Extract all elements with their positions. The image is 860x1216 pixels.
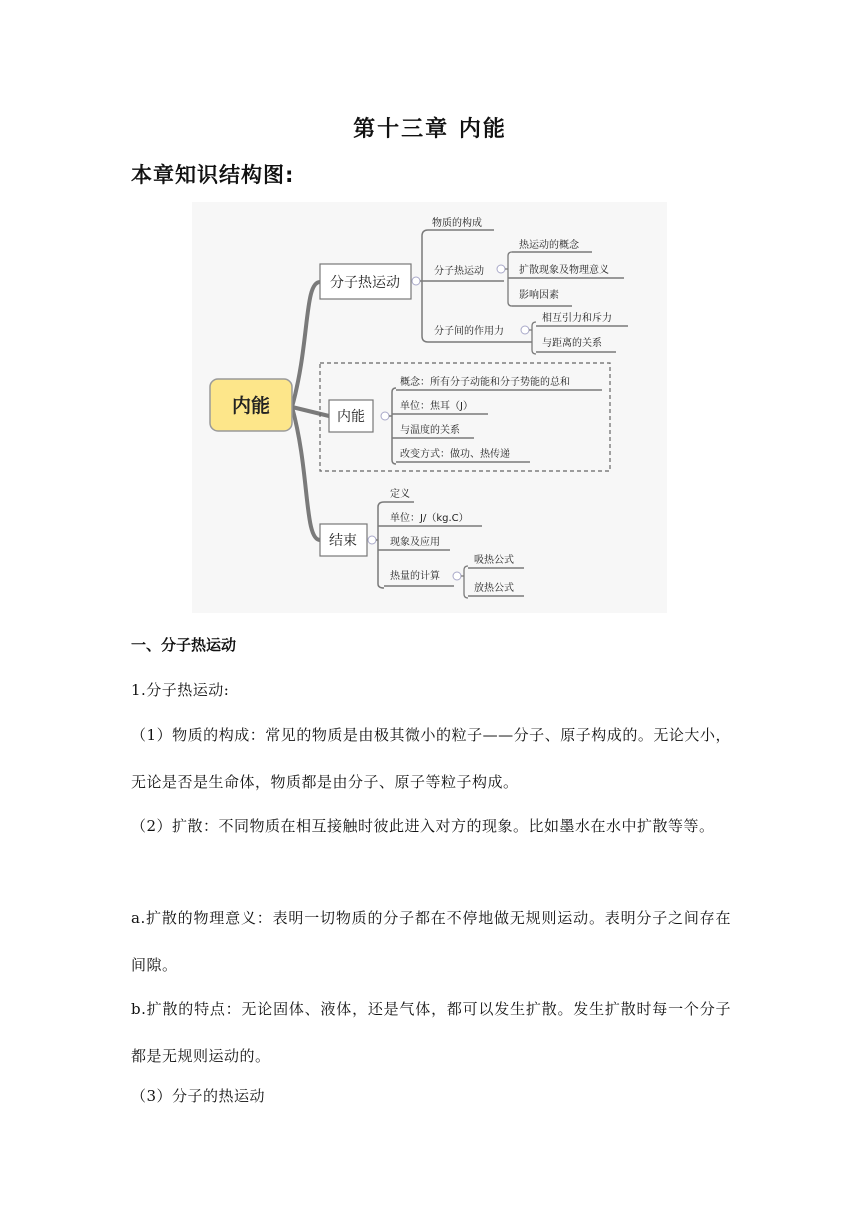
- branch-line-1: [292, 282, 320, 407]
- b2-c2: 单位：焦耳（J）: [400, 401, 473, 412]
- branch3-label: 结束: [329, 533, 357, 549]
- paragraph-3: （2）扩散：不同物质在相互接触时彼此进入对方的现象。比如墨水在水中扩散等等。: [131, 817, 715, 835]
- b3-c4b: 放热公式: [474, 583, 514, 594]
- page-title: 第十三章 内能: [353, 117, 507, 142]
- branch2-label: 内能: [337, 409, 365, 425]
- b1-c2: 分子热运动: [434, 266, 484, 277]
- paragraph-4: a.扩散的物理意义：表明一切物质的分子都在不停地做无规则运动。表明分子之间存在间隙。: [131, 909, 731, 974]
- b3-c3: 现象及应用: [390, 537, 440, 548]
- b2-c3: 与温度的关系: [400, 425, 460, 436]
- b1-c3a: 相互引力和斥力: [542, 313, 612, 324]
- b1-c2b: 扩散现象及物理意义: [519, 265, 609, 276]
- branch-molecular-motion: [320, 216, 628, 354]
- paragraph-5: b.扩散的特点：无论固体、液体，还是气体，都可以发生扩散。发生扩散时每一个分子都是无规则运动的。: [131, 1000, 731, 1065]
- b3-c4a: 吸热公式: [474, 555, 514, 566]
- paragraph-6: （3）分子的热运动: [131, 1087, 266, 1105]
- b1-c2a: 热运动的概念: [519, 240, 579, 251]
- b3-c2: 单位：J/（kg.C）: [390, 513, 469, 524]
- b1-c1: 物质的构成: [432, 218, 482, 229]
- root-label: 内能: [231, 395, 271, 417]
- branch-line-2: [292, 407, 329, 416]
- branch-internal-energy: [320, 363, 610, 471]
- b1-c3b: 与距离的关系: [542, 338, 602, 349]
- b1-c2c: 影响因素: [519, 290, 559, 301]
- b2-c4: 改变方式：做功、热传递: [400, 449, 510, 460]
- b1-c3: 分子间的作用力: [434, 326, 504, 337]
- branch1-label: 分子热运动: [330, 275, 400, 291]
- branch-line-3: [292, 407, 320, 540]
- paragraph-1: 1.分子热运动:: [131, 681, 230, 699]
- paragraph-2: （1）物质的构成：常见的物质是由极其微小的粒子——分子、原子构成的。无论大小，无论是否是生命体，物质都是由分子、原子等粒子构成。: [131, 726, 731, 791]
- b2-c1: 概念：所有分子动能和分子势能的总和: [400, 377, 570, 388]
- b3-c1: 定义: [390, 489, 410, 500]
- branch-specific-heat: [320, 488, 524, 598]
- section-subtitle: 本章知识结构图:: [131, 163, 295, 187]
- section-heading: 一、分子热运动: [131, 636, 237, 654]
- b3-c4: 热量的计算: [390, 571, 440, 582]
- root-node: [210, 379, 292, 431]
- mind-map: [192, 202, 667, 613]
